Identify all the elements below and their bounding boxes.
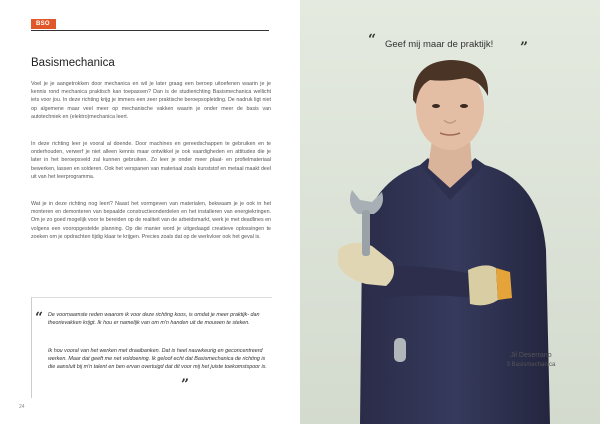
photo-quote-close-icon: ”	[520, 40, 529, 56]
body-paragraph-2: In deze richting leer je vooral al doende. Door machines en gereedschappen te gebruiken en te onderhouden, verwerf je niet alleen kennis maar ontwikkel je ook vaardigheden en attitudes die je later in het beroepsveld zal kunnen gebruiken. Zo leer je onder meer plaat- en profielmateriaal bewerken, lassen en solderen. Ook het verspanen van materiaal zoals kunststof en metaal maakt deel uit van het leerprogramma.	[31, 141, 271, 180]
photo-quote: Geef mij maar de praktijk!	[385, 39, 494, 50]
quote-open-icon: “	[35, 310, 44, 326]
header-rule	[31, 30, 269, 31]
body-paragraph-3: Wat je in deze richting nog leert? Naast het vormgeven van materialen, bekwaam je je ook in het monteren en demonteren van bepaalde constructieonderdelen en het installeren van energiekringen. Om je zo goed mogelijk voor te bereiden op de realiteit van de arbeidsmarkt, werk je met deadlines en volgens een vooropgestelde planning. Op die manier word je uitgedaagd creatieve oplossingen te zoeken om je opdrachten tijdig klaar te krijgen. Precies zoals dat op de werkvloer ook het geval is.	[31, 201, 271, 240]
page-number: 24	[19, 404, 25, 410]
quote-paragraph-2: Ik hou vooral van het werken met draaibanken. Dat is heel nauwkeurig en geconcentreerd werken. Maar dat geeft me net voldoening. Ik geloof echt dat Basismechanica de richting is die aansluit bij m'n talent en ben ervan overtuigd dat dit voor mij het juiste toekomstspoor is.	[48, 348, 267, 371]
student-name: Jil Deserrano	[510, 352, 552, 359]
page-title: Basismechanica	[31, 57, 115, 69]
section-tag: BSO	[31, 19, 56, 29]
quote-paragraph-1: De voornaamste reden waarom ik voor deze richting koos, is omdat je meer praktijk- dan theorievakken krijgt. Ik hou er namelijk van om m'n handen uit de mouwen te steken.	[48, 312, 260, 327]
student-role: 3 Basismechanica	[506, 362, 556, 368]
body-paragraph-1: Voel je je aangetrokken door mechanica en wil je later graag een beroep uitoefenen waarin je je kennis rond mechanica praktisch kan toepassen? Dan is de studierichting Basismechanica wellicht iets voor jou. In deze richting krijg je immers een zeer praktische beroepsopleiding. De nadruk ligt niet op algemene maar veel meer op mechanische vakken waarin je onder meer de basis van autotechniek en (elektro)mechanica leert.	[31, 81, 271, 120]
photo-quote-open-icon: “	[368, 32, 377, 48]
quote-close-icon: ”	[181, 377, 190, 393]
photo-page	[300, 0, 600, 424]
student-photo	[300, 0, 600, 424]
